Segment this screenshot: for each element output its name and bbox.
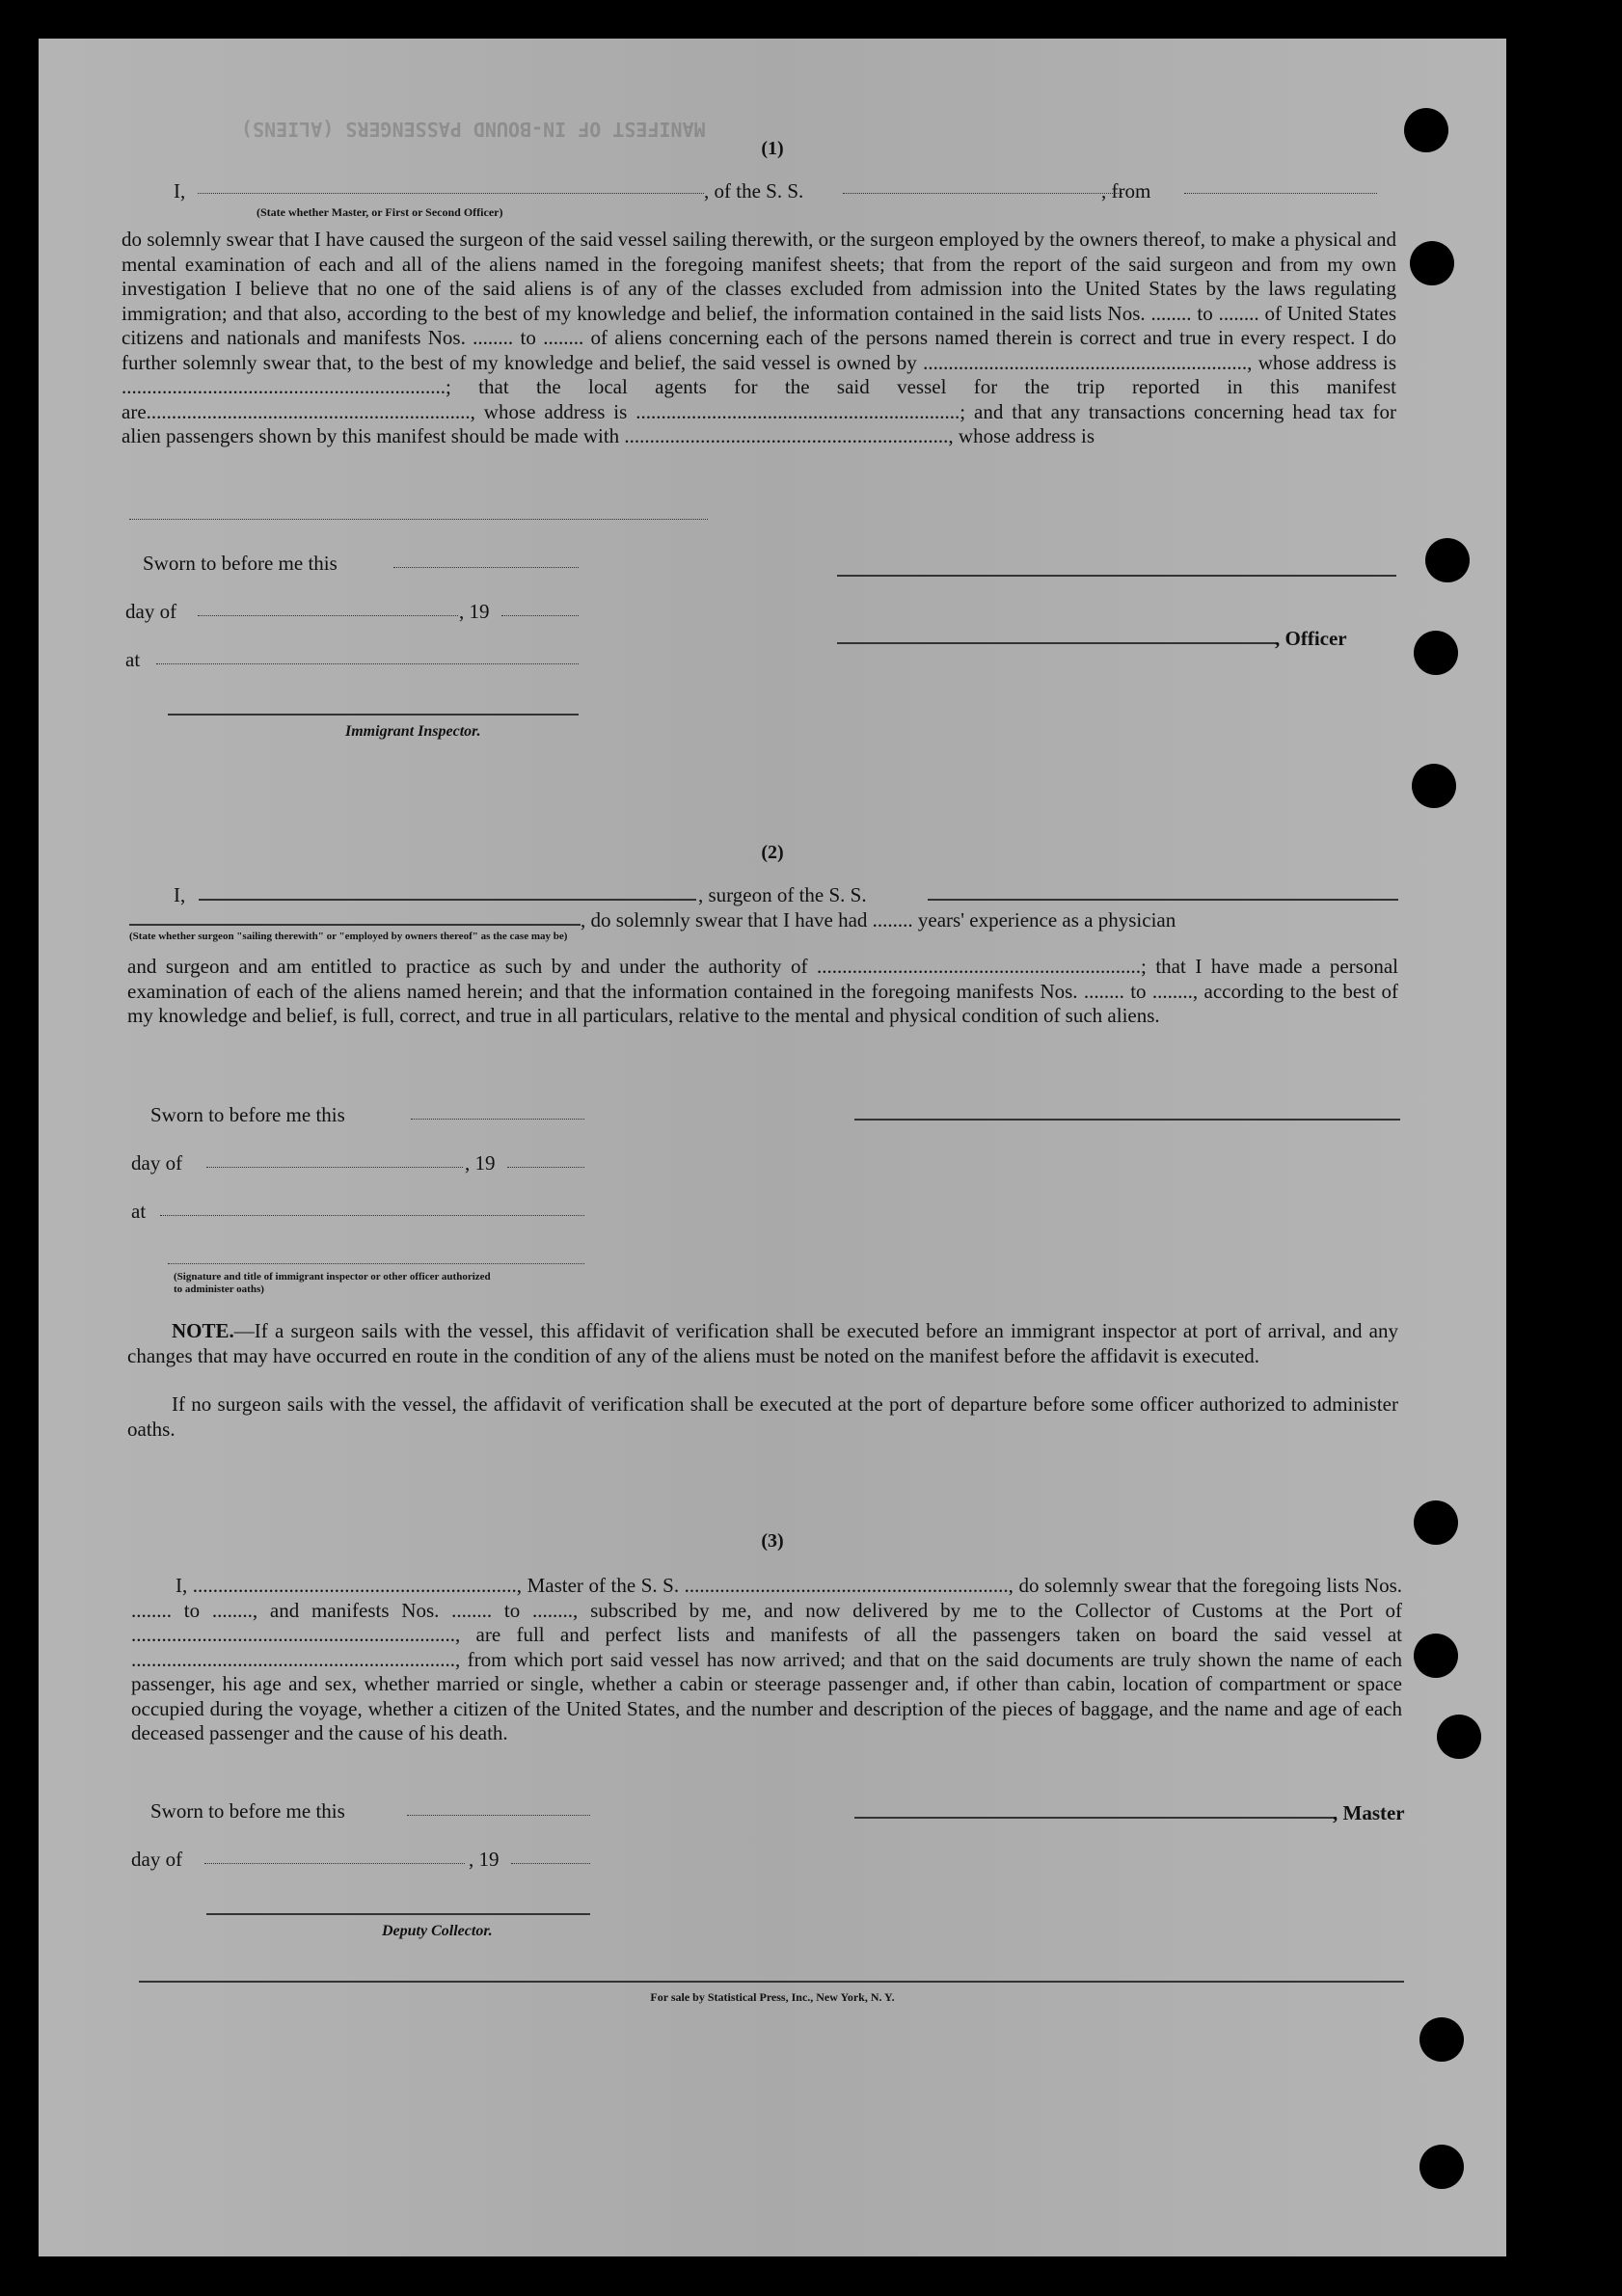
section-2-year-blank[interactable] [507, 1167, 584, 1168]
section-1-inspector-line[interactable] [168, 714, 579, 716]
section-1-name-blank[interactable] [198, 193, 704, 194]
section-1-officer-blank-1[interactable] [837, 575, 1396, 577]
section-1-i-label: I, [174, 179, 186, 203]
punch-hole [1404, 108, 1448, 152]
section-2-year-label: , 19 [465, 1151, 496, 1175]
section-1-sworn-label: Sworn to before me this [143, 552, 338, 575]
section-3-day-blank[interactable] [204, 1863, 465, 1864]
footer-imprint: For sale by Statistical Press, Inc., New York, N. Y. [650, 1990, 895, 2004]
punch-hole [1419, 2145, 1464, 2189]
section-1-from-blank[interactable] [1184, 193, 1377, 194]
punch-hole [1414, 1634, 1458, 1678]
section-2-i-label: I, [174, 883, 186, 906]
section-1-inspector-caption: Immigrant Inspector. [345, 723, 481, 740]
section-3-master-label: , Master [1333, 1801, 1405, 1824]
section-3-year-blank[interactable] [511, 1863, 590, 1864]
section-1-sworn-blank[interactable] [393, 567, 579, 568]
section-1-from-label: , from [1101, 179, 1151, 203]
document-sheet [39, 39, 1506, 2256]
section-3-year-label: , 19 [469, 1848, 500, 1871]
section-1-caption: (State whether Master, or First or Second Officer) [257, 205, 503, 219]
section-2-note-2: If no surgeon sails with the vessel, the affidavit of verification shall be executed at the port of departure before some officer authorized to administer oaths. [127, 1392, 1398, 1441]
section-2-number: (2) [761, 842, 784, 863]
punch-hole [1414, 631, 1458, 675]
section-1-at-blank[interactable] [156, 663, 579, 664]
punch-hole [1410, 241, 1454, 285]
section-3-collector-line[interactable] [206, 1913, 590, 1915]
section-2-line2-text: , do solemnly swear that I have had ........ years' experience as a physician [581, 908, 1176, 932]
bleed-through-header: MANIFEST OF IN-BOUND PASSENGERS (ALIENS) [241, 118, 706, 141]
section-2-body: and surgeon and am entitled to practice as such by and under the authority of ................................................................; that I have made a personal examination of each of the aliens named herein; and that the information contained in the foregoing manifests Nos. ........ to ........, according to the best of my knowledge and belief, is full, correct, and true in all particulars, relative to the mental and physical condition of such aliens. [127, 955, 1398, 1027]
section-1-day-label: day of [125, 600, 177, 623]
section-2-caption: (State whether surgeon "sailing therewith" or "employed by owners thereof" as the case may be) [129, 931, 568, 942]
section-2-line2-blank[interactable] [129, 924, 581, 926]
footer-rule [139, 1981, 1404, 1983]
section-1-year-label: , 19 [459, 600, 490, 623]
section-1-address-blank[interactable] [129, 519, 708, 520]
note-1-text: —If a surgeon sails with the vessel, this affidavit of verification shall be executed before an immigrant inspector at port of arrival, and any changes that may have occurred en route in the condition of any of the aliens must be noted on the manifest before the affidavit is executed. [127, 1319, 1398, 1367]
punch-hole [1437, 1715, 1481, 1759]
section-1-officer-line[interactable] [837, 642, 1277, 644]
section-1-officer-label: , Officer [1275, 627, 1347, 650]
section-2-note [127, 1319, 1398, 1368]
section-2-signature-blank[interactable] [168, 1263, 584, 1264]
section-1-ss-blank[interactable] [843, 193, 1122, 194]
section-3-day-label: day of [131, 1848, 183, 1871]
section-1-day-blank[interactable] [198, 615, 458, 616]
section-3-master-line[interactable] [854, 1817, 1337, 1819]
section-2-sworn-label: Sworn to before me this [150, 1103, 345, 1126]
section-1-year-blank[interactable] [501, 615, 579, 616]
section-3-sworn-blank[interactable] [407, 1815, 590, 1816]
section-2-sworn-blank[interactable] [411, 1119, 584, 1120]
punch-hole [1414, 1500, 1458, 1545]
section-1-body: do solemnly swear that I have caused the surgeon of the said vessel sailing therewith, or the surgeon employed by the owners thereof, to make a physical and mental examination of each and all of the aliens named in the foregoing manifest sheets; that from the report of the said surgeon and from my own investigation I believe that no one of the said aliens is of any of the classes excluded from admission into the United States by the laws regulating immigration; and that also, according to the best of my knowledge and belief, the information contained in the said lists Nos. ........ to ........ of United States citizens and nationals and manifests Nos. ........ to ........ of aliens concerning each of the persons named therein is correct and true in every respect. I do further solemnly swear that, to the best of my knowledge and belief, the said vessel is owned by ................................................................, whose address is ................................................................; that the local agents for the said vessel for the trip reported in this manifest are................................................................, whose address is ................................................................; and that any transactions concerning head tax for alien passengers shown by this manifest should be made with ................................................................, whose address is [122, 228, 1396, 447]
section-2-signature-caption: (Signature and title of immigrant inspector or other officer authorized to administer oaths) [174, 1271, 491, 1295]
section-3-sworn-label: Sworn to before me this [150, 1799, 345, 1823]
section-2-day-label: day of [131, 1151, 183, 1175]
section-2-surgeon-label: , surgeon of the S. S. [698, 883, 867, 906]
section-1-number: (1) [761, 138, 784, 159]
section-1-at-label: at [125, 648, 141, 671]
punch-hole [1419, 2017, 1464, 2062]
section-2-ss-blank[interactable] [928, 899, 1398, 901]
section-3-number: (3) [761, 1530, 784, 1552]
section-2-name-blank[interactable] [199, 899, 696, 901]
section-2-at-blank[interactable] [160, 1215, 584, 1216]
section-1-ss-label: , of the S. S. [704, 179, 804, 203]
section-3-body: I, ................................................................, Master of the S. S. ................................................................, do solemnly swear that the foregoing lists Nos. ........ to ........, and manifests Nos. ........ to ........, subscribed by me, and now delivered by me to the Collector of Customs at the Port of ................................................................, are full and perfect lists and manifests of all the passengers taken on board the said vessel at ................................................................, from which port said vessel has now arrived; and that on the said documents are truly shown the name of each passenger, his age and sex, whether married or single, whether a cabin or steerage passenger and, if other than cabin, location of compartment or space occupied during the voyage, whether a citizen of the United States, and the number and description of the pieces of baggage, and the name and age of each deceased passenger and the cause of his death. [131, 1574, 1402, 1744]
punch-hole [1425, 538, 1470, 582]
section-2-day-blank[interactable] [206, 1167, 463, 1168]
punch-hole [1412, 764, 1456, 808]
section-2-surgeon-signature-line[interactable] [854, 1119, 1400, 1121]
note-label: NOTE. [172, 1319, 234, 1342]
section-3-collector-caption: Deputy Collector. [382, 1923, 493, 1939]
section-2-at-label: at [131, 1200, 147, 1223]
